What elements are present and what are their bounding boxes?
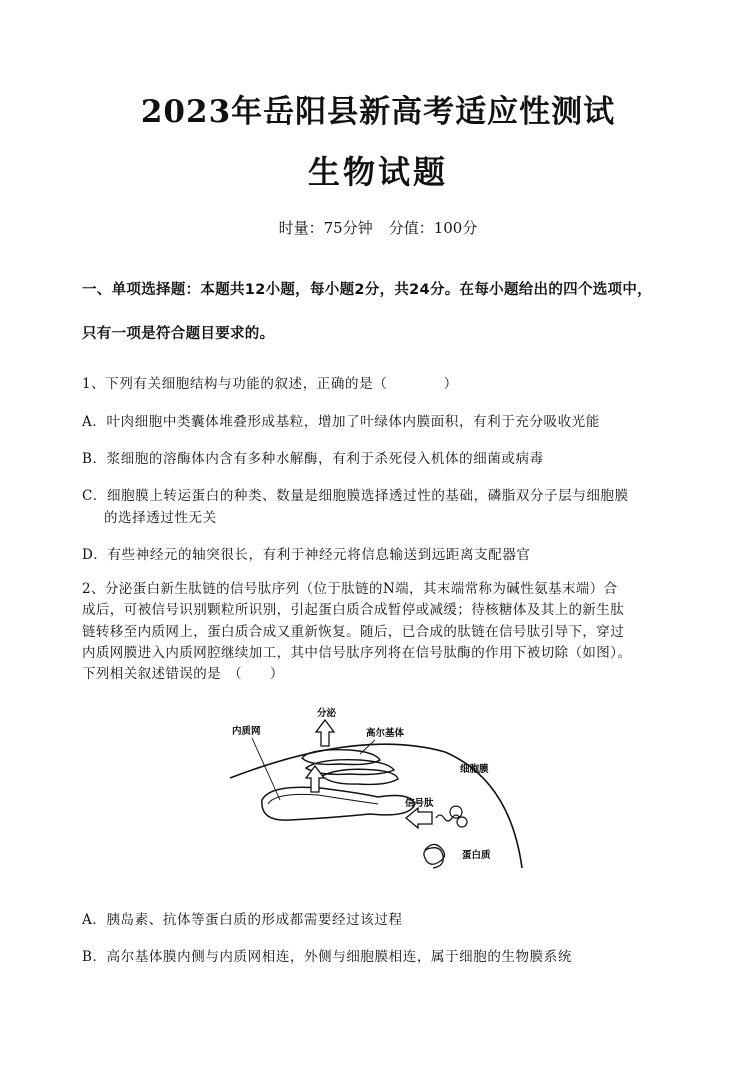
label-membrane: 细胞膜 <box>460 764 489 775</box>
q1-option-c-line1: C．细胞膜上转运蛋白的种类、数量是细胞膜选择透过性的基础，磷脂双分子层与细胞膜 <box>82 488 629 504</box>
q2-stem-line: 内质网膜进入内质网腔继续加工，其中信号肽序列将在信号肽酶的作用下被切除（如图）。 <box>82 644 632 661</box>
protein-secretion-figure <box>210 700 540 880</box>
exam-meta <box>0 217 756 238</box>
q2-stem-line: 成后，可被信号识别颗粒所识别，引起蛋白质合成暂停或减缓；待核糖体及其上的新生肽 <box>82 602 625 619</box>
label-er: 内质网 <box>232 726 261 737</box>
protein-tangle <box>424 844 445 868</box>
golgi-cisterna-1 <box>302 750 380 765</box>
label-golgi: 高尔基体 <box>366 728 405 739</box>
q1-option-a: A．叶肉细胞中类囊体堆叠形成基粒，增加了叶绿体内膜面积，有利于充分吸收光能 <box>82 414 600 430</box>
secretion-arrow-icon <box>316 720 334 746</box>
q2-stem-line: 下列相关叙述错误的是 （ ） <box>82 666 284 683</box>
q2-stem <box>82 579 678 685</box>
q1-option-c-line2: 的选择透过性无关 <box>104 510 217 526</box>
ribosome-blob-1 <box>450 806 462 818</box>
exam-subtitle: 生物试题 <box>307 153 448 191</box>
label-protein: 蛋白质 <box>462 850 491 861</box>
er-shape <box>262 787 415 820</box>
q2-option-b: B．高尔基体膜内侧与内质网相连，外侧与细胞膜相连，属于细胞的生物膜系统 <box>82 949 572 965</box>
er-inner-line <box>268 794 378 804</box>
golgi-leader-line <box>360 740 375 754</box>
ribosome-blob-2 <box>457 817 467 827</box>
q1-option-b: B．浆细胞的溶酶体内含有多种水解酶，有利于杀死侵入机体的细菌或病毒 <box>82 451 544 467</box>
exam-score: 分值：100分 <box>388 219 478 237</box>
label-secretion: 分泌 <box>317 708 337 719</box>
exam-title: 2023年岳阳县新高考适应性测试 <box>140 94 616 130</box>
q2-stem-line: 2、分泌蛋白新生肽链的信号肽序列（位于肽链的N端，其末端常称为碱性氨基末端）合 <box>82 581 618 597</box>
golgi-cisterna-3 <box>322 769 398 784</box>
section-heading-line1: 一、单项选择题：本题共12小题，每小题2分，共24分。在每小题给出的四个选项中， <box>82 282 652 298</box>
q2-stem-line: 链转移至内质网上，蛋白质合成又重新恢复。随后，已合成的肽链在信号肽引导下，穿过 <box>82 623 625 640</box>
section-heading-line2: 只有一项是符合题目要求的。 <box>82 326 275 342</box>
q1-stem: 1、下列有关细胞结构与功能的叙述，正确的是（ ） <box>82 376 458 392</box>
q1-option-d: D．有些神经元的轴突很长，有利于神经元将信息输送到远距离支配器官 <box>82 547 531 563</box>
q2-option-a: A．胰岛素、抗体等蛋白质的形成都需要经过该过程 <box>82 912 403 928</box>
exam-time: 时量：75分钟 <box>278 219 373 237</box>
label-signal: 信号肽 <box>405 798 434 809</box>
